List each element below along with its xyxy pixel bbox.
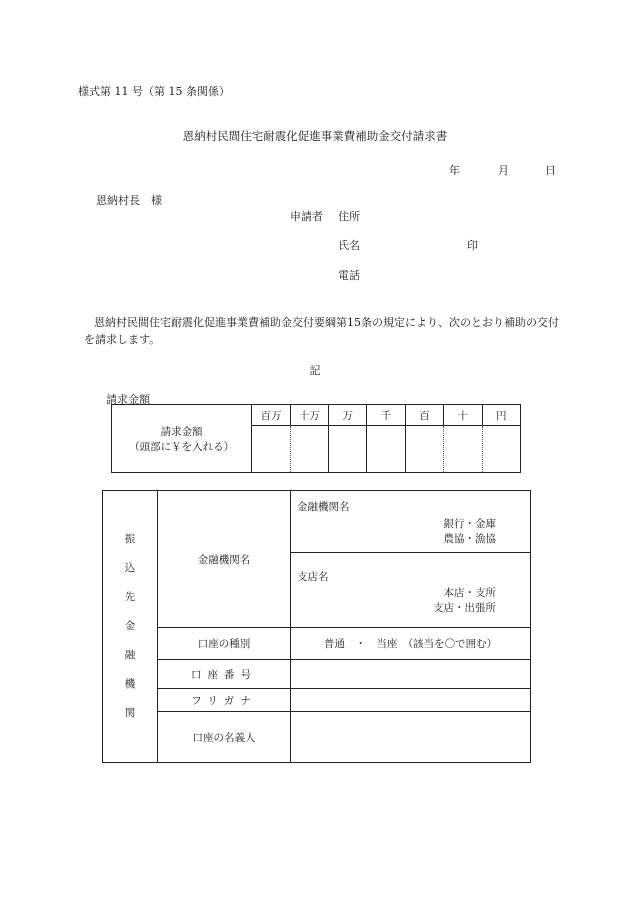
amount-digit-cell[interactable] bbox=[290, 426, 328, 473]
account-type-options[interactable]: 普通 ・ 当座 （該当を〇で囲む） bbox=[291, 628, 531, 660]
date-day-label: 日 bbox=[545, 164, 556, 177]
amount-digit-cell[interactable] bbox=[367, 426, 405, 473]
branch-field-label: 支店名 bbox=[297, 571, 329, 583]
furigana-field[interactable] bbox=[291, 689, 531, 712]
institution-field-label: 金融機関名 bbox=[297, 501, 350, 513]
amount-label-line2: （頭部に￥を入れる） bbox=[129, 440, 235, 453]
date-month-label: 月 bbox=[498, 164, 509, 177]
phone-label: 電話 bbox=[338, 269, 360, 282]
unit-header: 円 bbox=[482, 405, 520, 426]
account-type-label: 口座の種別 bbox=[158, 628, 291, 660]
form-number: 様式第 11 号（第 15 条関係） bbox=[78, 85, 230, 98]
unit-header: 千 bbox=[367, 405, 405, 426]
side-char: 振 bbox=[124, 533, 136, 545]
request-statement: 恩納村民間住宅耐震化促進事業費補助金交付要綱第15条の規定により、次のとおり補助の交付を請求します。 bbox=[84, 316, 559, 346]
account-holder-field[interactable] bbox=[291, 712, 531, 763]
amount-digit-cell[interactable] bbox=[252, 426, 290, 473]
amount-label-line1: 請求金額 bbox=[160, 425, 203, 438]
ki-heading: 記 bbox=[309, 364, 321, 377]
amount-digit-cell[interactable] bbox=[482, 426, 520, 473]
institution-field[interactable] bbox=[291, 491, 531, 553]
address-label: 住所 bbox=[338, 210, 360, 223]
institution-label: 金融機関名 bbox=[158, 491, 291, 628]
side-char: 金 bbox=[124, 620, 136, 632]
side-char: 融 bbox=[124, 649, 136, 661]
branch-field[interactable] bbox=[291, 553, 531, 628]
document-title: 恩納村民間住宅耐震化促進事業費補助金交付請求書 bbox=[182, 129, 448, 143]
account-number-label: 口座番号 bbox=[158, 660, 291, 689]
amount-digit-cell[interactable] bbox=[444, 426, 482, 473]
seal-label: 印 bbox=[467, 239, 478, 252]
side-char: 先 bbox=[124, 591, 136, 603]
side-char: 機 bbox=[124, 678, 136, 690]
amount-row-label bbox=[112, 405, 252, 473]
unit-header: 万 bbox=[329, 405, 367, 426]
amount-section-label: 請求金額 bbox=[106, 393, 150, 406]
side-char: 込 bbox=[124, 562, 136, 574]
date-year-label: 年 bbox=[449, 164, 460, 177]
unit-header: 百万 bbox=[252, 405, 290, 426]
furigana-label: フリガナ bbox=[158, 689, 291, 712]
account-number-field[interactable] bbox=[291, 660, 531, 689]
name-label: 氏名 bbox=[338, 239, 360, 252]
bank-side-label bbox=[103, 491, 158, 763]
amount-table bbox=[111, 404, 521, 473]
institution-suffix-2: 農協・漁協 bbox=[443, 533, 496, 545]
side-char: 関 bbox=[124, 707, 136, 719]
branch-suffix-1: 本店・支所 bbox=[443, 587, 496, 599]
account-holder-label: 口座の名義人 bbox=[158, 712, 291, 763]
applicant-label: 申請者 bbox=[290, 210, 323, 223]
unit-header: 十 bbox=[444, 405, 482, 426]
unit-header: 十万 bbox=[290, 405, 328, 426]
unit-header: 百 bbox=[405, 405, 443, 426]
amount-digit-cell[interactable] bbox=[329, 426, 367, 473]
addressee: 恩納村長 様 bbox=[96, 194, 162, 207]
branch-suffix-2: 支店・出張所 bbox=[433, 602, 496, 614]
amount-digit-cell[interactable] bbox=[405, 426, 443, 473]
institution-suffix-1: 銀行・金庫 bbox=[443, 518, 496, 530]
bank-table bbox=[102, 490, 531, 763]
